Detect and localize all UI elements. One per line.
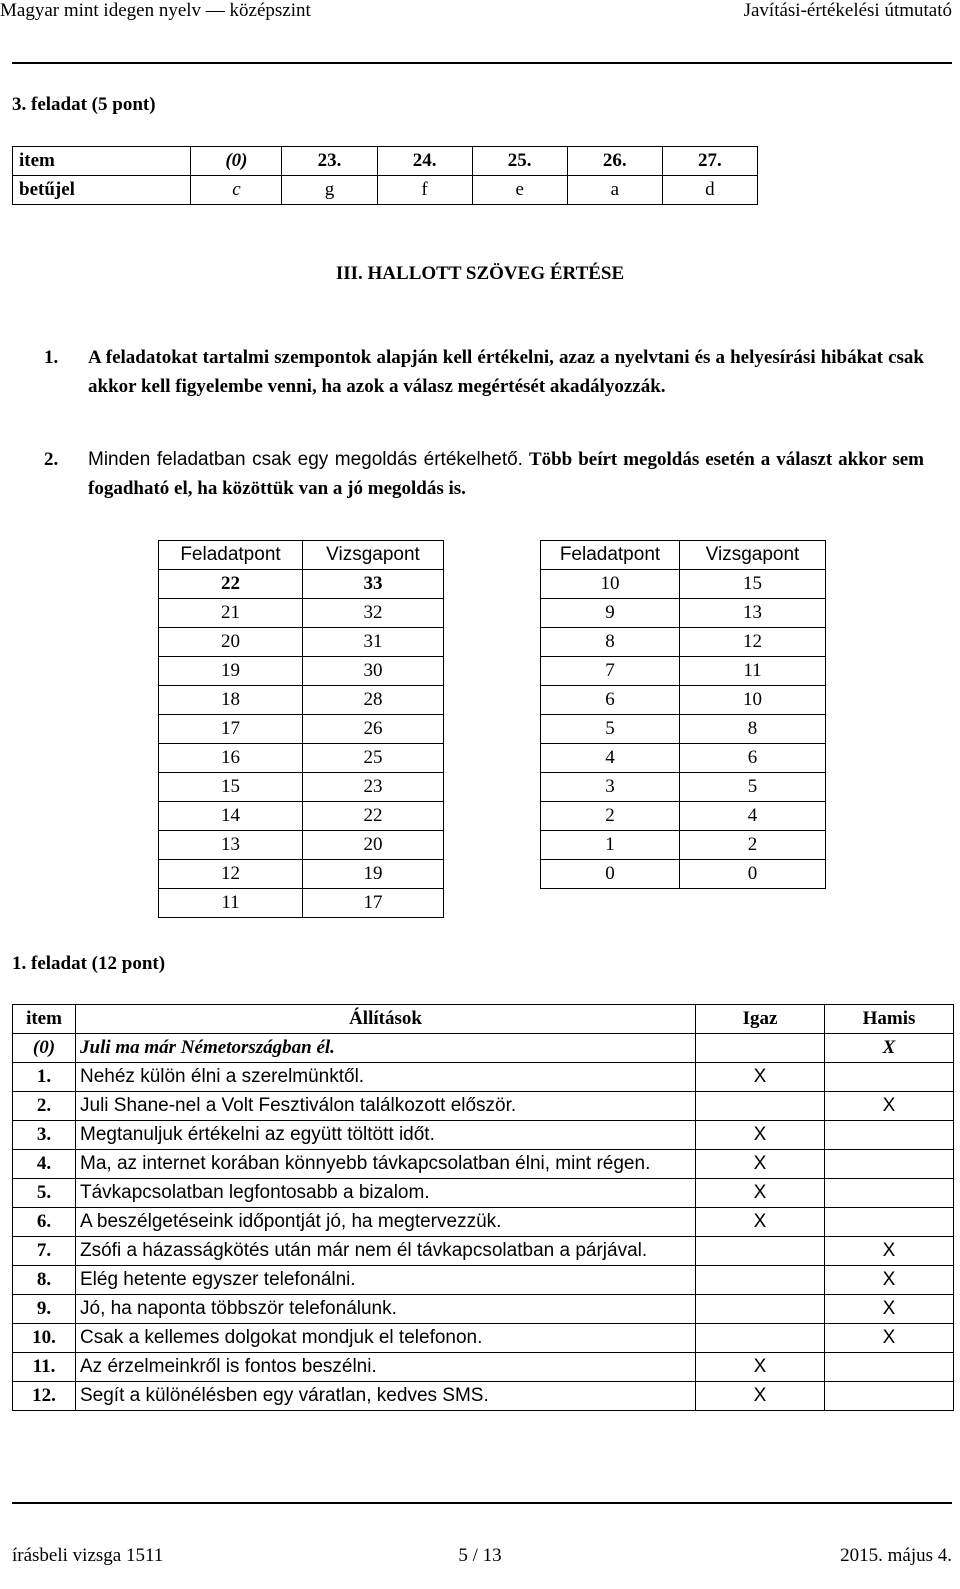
vizsgapont-cell: 6 — [680, 744, 826, 773]
task1-hamis-cell — [825, 1150, 954, 1179]
task1-text-cell: Jó, ha naponta többször telefonálunk. — [76, 1295, 696, 1324]
feladatpont-cell: 15 — [159, 773, 303, 802]
task3-letter-row — [13, 176, 758, 205]
conv-row — [159, 773, 444, 802]
task3-cell: 27. — [662, 147, 757, 176]
task1-item-cell: 9. — [13, 1295, 76, 1324]
task1-hamis-cell: X — [825, 1237, 954, 1266]
conv-row — [159, 686, 444, 715]
task3-cell: f — [377, 176, 472, 205]
note-text: A feladatokat tartalmi szempontok alapján kell értékelni, azaz a nyelvtani és a helyesírási hibákat csak akkor kell figyelembe venni, ha azok a válasz megértését akadályozzák. — [88, 347, 924, 397]
task1-text-cell: Segít a különélésben egy váratlan, kedves SMS. — [76, 1382, 696, 1411]
task1-header-cell: Állítások — [76, 1005, 696, 1034]
feladatpont-cell: 22 — [159, 570, 303, 599]
task1-hamis-cell — [825, 1063, 954, 1092]
vizsgapont-cell: 31 — [303, 628, 444, 657]
conv-header: Feladatpont — [541, 541, 680, 570]
feladatpont-cell: 13 — [159, 831, 303, 860]
conv-row — [541, 715, 826, 744]
task1-row — [13, 1063, 954, 1092]
task1-igaz-cell — [696, 1092, 825, 1121]
vizsgapont-cell: 20 — [303, 831, 444, 860]
task1-row — [13, 1295, 954, 1324]
conv-row — [541, 831, 826, 860]
task1-igaz-cell: X — [696, 1150, 825, 1179]
feladatpont-cell: 16 — [159, 744, 303, 773]
feladatpont-cell: 18 — [159, 686, 303, 715]
conv-row — [159, 715, 444, 744]
feladatpont-cell: 2 — [541, 802, 680, 831]
vizsgapont-cell: 5 — [680, 773, 826, 802]
conv-row — [541, 628, 826, 657]
vizsgapont-cell: 13 — [680, 599, 826, 628]
note-text-b: Több beírt megoldás esetén a választ akkor sem fogadható el, ha közöttük van a jó megoldás is. — [88, 449, 925, 499]
task1-title: 1. feladat (12 pont) — [12, 953, 166, 974]
conv-header: Feladatpont — [159, 541, 303, 570]
task1-hamis-cell: X — [825, 1092, 954, 1121]
conv-row — [541, 657, 826, 686]
task1-text-cell: Távkapcsolatban legfontosabb a bizalom. — [76, 1179, 696, 1208]
task1-header-cell: item — [13, 1005, 76, 1034]
conversion-table-left — [158, 540, 444, 918]
vizsgapont-cell: 25 — [303, 744, 444, 773]
conv-row — [541, 599, 826, 628]
feladatpont-cell: 20 — [159, 628, 303, 657]
vizsgapont-cell: 32 — [303, 599, 444, 628]
task1-table — [12, 1004, 954, 1411]
task1-text-cell: Az érzelmeinkről is fontos beszélni. — [76, 1353, 696, 1382]
task1-item-cell: 7. — [13, 1237, 76, 1266]
task1-text-cell: Ma, az internet korában könnyebb távkapcsolatban élni, mint régen. — [76, 1150, 696, 1179]
task1-hamis-cell: X — [825, 1034, 954, 1063]
feladatpont-cell: 7 — [541, 657, 680, 686]
feladatpont-cell: 5 — [541, 715, 680, 744]
vizsgapont-cell: 0 — [680, 860, 826, 889]
vizsgapont-cell: 8 — [680, 715, 826, 744]
task1-text-cell: Megtanuljuk értékelni az együtt töltött időt. — [76, 1121, 696, 1150]
feladatpont-cell: 8 — [541, 628, 680, 657]
task1-hamis-cell: X — [825, 1324, 954, 1353]
footer-rule — [12, 1502, 952, 1504]
footer-center: 5 / 13 — [458, 1545, 502, 1566]
vizsgapont-cell: 26 — [303, 715, 444, 744]
task1-item-cell: 5. — [13, 1179, 76, 1208]
vizsgapont-cell: 4 — [680, 802, 826, 831]
vizsgapont-cell: 2 — [680, 831, 826, 860]
conv-row — [159, 802, 444, 831]
task1-igaz-cell — [696, 1324, 825, 1353]
vizsgapont-cell: 28 — [303, 686, 444, 715]
vizsgapont-cell: 10 — [680, 686, 826, 715]
task1-hamis-cell: X — [825, 1295, 954, 1324]
task3-cell: a — [567, 176, 662, 205]
task1-text-cell: Juli Shane-nel a Volt Fesztiválon találkozott először. — [76, 1092, 696, 1121]
task3-cell: e — [472, 176, 567, 205]
vizsgapont-cell: 15 — [680, 570, 826, 599]
task1-igaz-cell: X — [696, 1382, 825, 1411]
task1-item-cell: (0) — [13, 1034, 76, 1063]
task1-item-cell: 6. — [13, 1208, 76, 1237]
conv-row — [541, 570, 826, 599]
note-number: 2. — [44, 449, 59, 470]
feladatpont-cell: 19 — [159, 657, 303, 686]
task1-row — [13, 1034, 954, 1063]
task1-igaz-cell: X — [696, 1208, 825, 1237]
task1-item-cell: 1. — [13, 1063, 76, 1092]
task3-cell: c — [191, 176, 282, 205]
conv-row — [541, 773, 826, 802]
task1-igaz-cell: X — [696, 1063, 825, 1092]
vizsgapont-cell: 22 — [303, 802, 444, 831]
vizsgapont-cell: 17 — [303, 889, 444, 918]
vizsgapont-cell: 12 — [680, 628, 826, 657]
task3-table — [12, 146, 758, 205]
task1-text-cell: Nehéz külön élni a szerelmünktől. — [76, 1063, 696, 1092]
vizsgapont-cell: 11 — [680, 657, 826, 686]
task1-text-cell: A beszélgetéseink időpontját jó, ha megtervezzük. — [76, 1208, 696, 1237]
conv-header: Vizsgapont — [680, 541, 826, 570]
task3-cell: 25. — [472, 147, 567, 176]
conv-row — [159, 889, 444, 918]
feladatpont-cell: 17 — [159, 715, 303, 744]
conv-row — [541, 744, 826, 773]
conversion-table-right — [540, 540, 826, 889]
task3-cell: (0) — [191, 147, 282, 176]
task1-igaz-cell — [696, 1237, 825, 1266]
task1-row — [13, 1382, 954, 1411]
task1-igaz-cell — [696, 1034, 825, 1063]
task1-row — [13, 1324, 954, 1353]
note-text-a: Minden feladatban csak egy megoldás értékelhető. — [88, 449, 523, 470]
footer-right: 2015. május 4. — [840, 1545, 952, 1566]
task1-igaz-cell — [696, 1295, 825, 1324]
task1-text-cell: Elég hetente egyszer telefonálni. — [76, 1266, 696, 1295]
feladatpont-cell: 0 — [541, 860, 680, 889]
conv-row — [159, 628, 444, 657]
feladatpont-cell: 9 — [541, 599, 680, 628]
feladatpont-cell: 1 — [541, 831, 680, 860]
task1-text-cell: Csak a kellemes dolgokat mondjuk el telefonon. — [76, 1324, 696, 1353]
page-header — [0, 0, 960, 26]
task1-item-cell: 10. — [13, 1324, 76, 1353]
feladatpont-cell: 4 — [541, 744, 680, 773]
task3-cell: betűjel — [13, 176, 191, 205]
note-2 — [44, 445, 924, 503]
task1-item-cell: 12. — [13, 1382, 76, 1411]
vizsgapont-cell: 30 — [303, 657, 444, 686]
task1-item-cell: 2. — [13, 1092, 76, 1121]
conv-row — [159, 570, 444, 599]
feladatpont-cell: 14 — [159, 802, 303, 831]
feladatpont-cell: 11 — [159, 889, 303, 918]
task1-row — [13, 1092, 954, 1121]
task3-cell: 24. — [377, 147, 472, 176]
conv-row — [541, 686, 826, 715]
conv-row — [541, 860, 826, 889]
task3-cell: d — [662, 176, 757, 205]
task1-header-cell: Hamis — [825, 1005, 954, 1034]
task1-hamis-cell — [825, 1208, 954, 1237]
task1-hamis-cell — [825, 1121, 954, 1150]
task1-item-cell: 8. — [13, 1266, 76, 1295]
conv-row — [159, 657, 444, 686]
task3-cell: g — [282, 176, 377, 205]
task3-item-row — [13, 147, 758, 176]
task1-hamis-cell — [825, 1179, 954, 1208]
task1-text-cell: Zsófi a házasságkötés után már nem él távkapcsolatban a párjával. — [76, 1237, 696, 1266]
note-1 — [44, 343, 924, 401]
task1-igaz-cell: X — [696, 1121, 825, 1150]
task3-title: 3. feladat (5 pont) — [12, 94, 156, 115]
task1-row — [13, 1237, 954, 1266]
task1-row — [13, 1353, 954, 1382]
task1-igaz-cell — [696, 1266, 825, 1295]
task1-hamis-cell — [825, 1382, 954, 1411]
task1-igaz-cell: X — [696, 1179, 825, 1208]
header-rule — [12, 62, 952, 64]
note-number: 1. — [44, 347, 59, 368]
task1-item-cell: 11. — [13, 1353, 76, 1382]
task3-cell: item — [13, 147, 191, 176]
task1-row — [13, 1121, 954, 1150]
feladatpont-cell: 10 — [541, 570, 680, 599]
task1-hamis-cell: X — [825, 1266, 954, 1295]
task1-row — [13, 1266, 954, 1295]
feladatpont-cell: 12 — [159, 860, 303, 889]
conv-row — [159, 860, 444, 889]
header-right: Javítási-értékelési útmutató — [743, 0, 952, 21]
conv-header: Vizsgapont — [303, 541, 444, 570]
vizsgapont-cell: 23 — [303, 773, 444, 802]
task1-item-cell: 3. — [13, 1121, 76, 1150]
task1-igaz-cell: X — [696, 1353, 825, 1382]
header-left: Magyar mint idegen nyelv — középszint — [0, 0, 311, 21]
vizsgapont-cell: 19 — [303, 860, 444, 889]
task3-cell: 26. — [567, 147, 662, 176]
conv-row — [541, 802, 826, 831]
section-title: III. HALLOTT SZÖVEG ÉRTÉSE — [335, 263, 625, 284]
feladatpont-cell: 3 — [541, 773, 680, 802]
task1-text-cell: Juli ma már Németországban él. — [76, 1034, 696, 1063]
conv-row — [159, 744, 444, 773]
task1-header-row — [13, 1005, 954, 1034]
task3-cell: 23. — [282, 147, 377, 176]
task1-row — [13, 1208, 954, 1237]
task1-row — [13, 1150, 954, 1179]
footer-left: írásbeli vizsga 1511 — [12, 1545, 164, 1566]
conv-row — [159, 831, 444, 860]
task1-item-cell: 4. — [13, 1150, 76, 1179]
vizsgapont-cell: 33 — [303, 570, 444, 599]
task1-hamis-cell — [825, 1353, 954, 1382]
conv-row — [159, 599, 444, 628]
task1-row — [13, 1179, 954, 1208]
feladatpont-cell: 21 — [159, 599, 303, 628]
task1-header-cell: Igaz — [696, 1005, 825, 1034]
feladatpont-cell: 6 — [541, 686, 680, 715]
